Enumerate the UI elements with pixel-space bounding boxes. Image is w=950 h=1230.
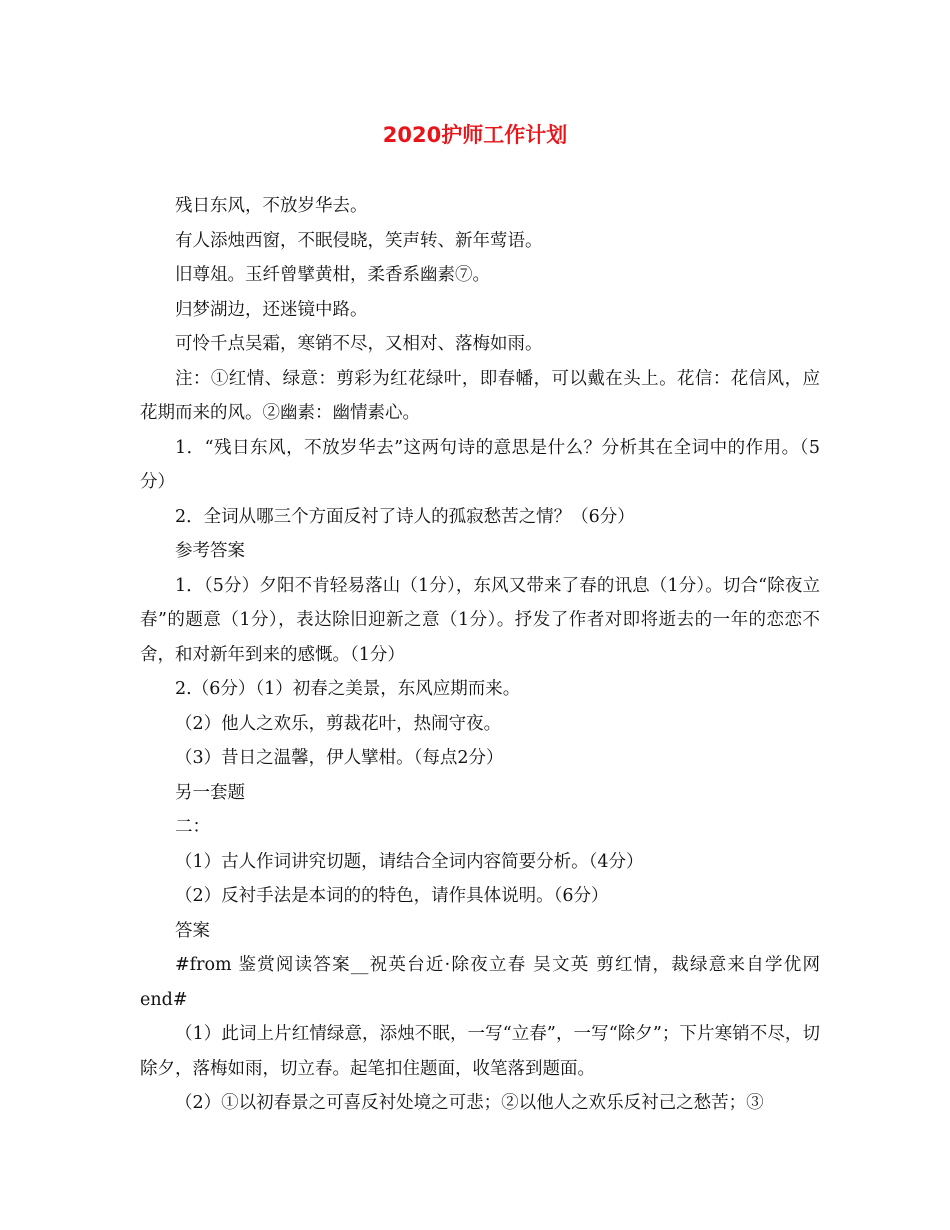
answer-2: 2.（6分）（1）初春之美景，东风应期而来。 [175,679,521,699]
answer-2-2: （2）①以初春景之可喜反衬处境之可悲；②以他人之欢乐反衬己之愁苦；③ [175,1093,764,1113]
question-2-1: （1）古人作词讲究切题，请结合全词内容简要分析。（4分） [175,851,644,872]
poem-line-3: 旧尊俎。玉纤曾擘黄柑，柔香系幽素⑦。 [175,265,490,285]
answer-2-point-3: （3）昔日之温馨，伊人擘柑。（每点2分） [175,748,504,768]
document-body [140,189,820,1121]
document-title: 2020护师工作计划 [382,123,568,147]
poem-line-2: 有人添烛西窗，不眠侵晓，笑声转、新年莺语。 [175,230,543,251]
poem-line-4: 归梦湖边，还迷镜中路。 [175,299,368,320]
other-set-heading: 另一套题 [175,782,245,803]
answer-1: 1．（5分）夕阳不肯轻易落山（1分），东风又带来了春的讯息（1分）。切合“除夜立春”的题意（1分），表达除旧迎新之意（1分）。抒发了作者对即将逝去的一年的恋恋不舍，和对新年到来的感慨。（1分） [140,575,820,665]
annotation-note: 注：①红情、绿意：剪彩为红花绿叶，即春幡，可以戴在头上。花信：花信风，应花期而来的风。②幽素：幽情素心。 [140,368,820,423]
question-2-2: （2）反衬手法是本词的的特色，请作具体说明。（6分） [175,886,609,906]
answer-2-1: （1）此词上片红情绿意，添烛不眠，一写“立春”，一写“除夕”；下片寒销不尽，切除夕，落梅如雨，切立春。起笔扣住题面，收笔落到题面。 [140,1024,820,1079]
poem-line-5: 可怜千点吴霜，寒销不尽，又相对、落梅如雨。 [175,334,543,354]
poem-line-1: 残日东风，不放岁华去。 [175,196,368,216]
source-marker: #from 鉴赏阅读答案__祝英台近·除夜立春 吴文英 剪红情，裁绿意来自学优网 end# [140,955,820,1010]
answer-2-point-2: （2）他人之欢乐，剪裁花叶，热闹守夜。 [175,713,502,734]
question-1: 1．“残日东风，不放岁华去”这两句诗的意思是什么？分析其在全词中的作用。（5分） [140,437,820,492]
answer-heading: 参考答案 [175,541,245,561]
question-2: 2．全词从哪三个方面反衬了诗人的孤寂愁苦之情？（6分） [175,506,635,527]
section-two-label: 二： [175,817,210,837]
answer-heading-2: 答案 [175,920,210,941]
